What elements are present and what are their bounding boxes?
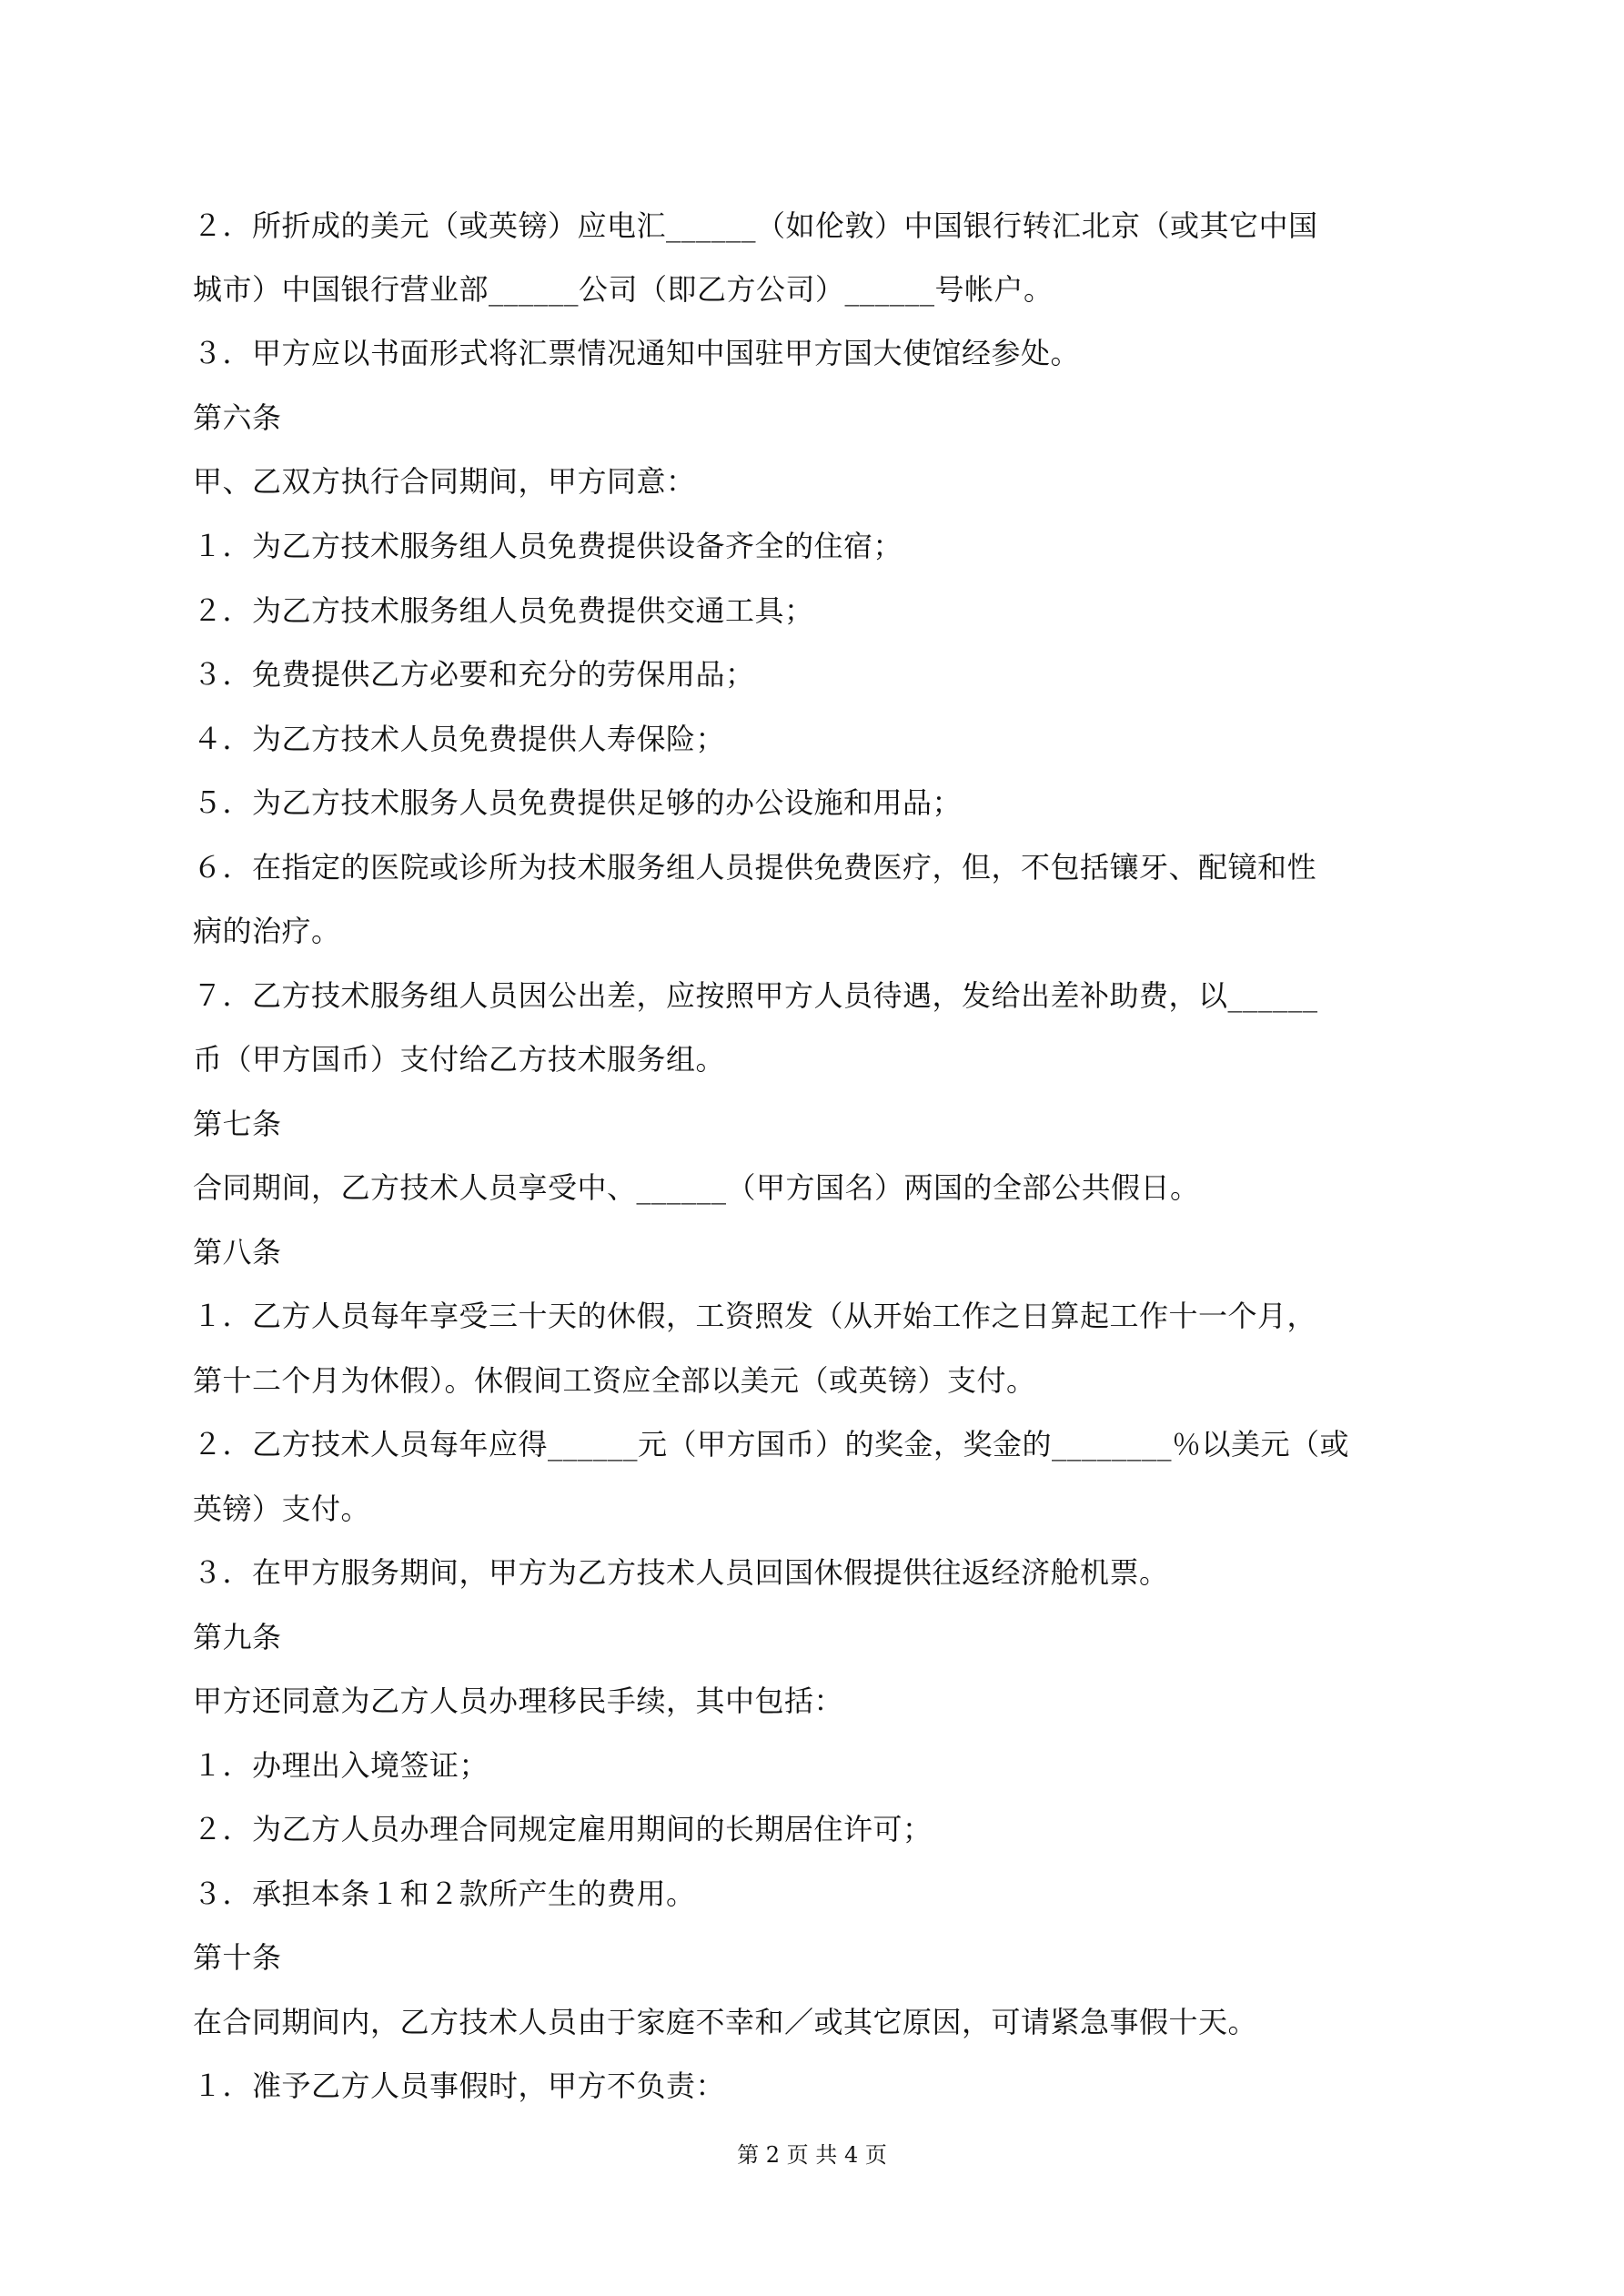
- text-line: 甲方还同意为乙方人员办理移民手续，其中包括：: [193, 1684, 844, 1718]
- text-line: １．准予乙方人员事假时，甲方不负责：: [193, 2068, 726, 2103]
- text-line: ６．在指定的医院或诊所为技术服务组人员提供免费医疗，但，不包括镶牙、配镜和性: [193, 850, 1317, 885]
- article-heading: 第十条: [193, 1940, 282, 1975]
- text-line: ２．为乙方技术服务组人员免费提供交通工具；: [193, 593, 814, 628]
- page-footer: 第 2 页 共 4 页: [737, 2142, 887, 2168]
- text-line: 合同期间，乙方技术人员享受中、______（甲方国名）两国的全部公共假日。: [193, 1170, 1200, 1205]
- text-line: 第十二个月为休假）。休假间工资应全部以美元（或英镑）支付。: [193, 1363, 1036, 1398]
- text-line: ４．为乙方技术人员免费提供人寿保险；: [193, 722, 726, 756]
- text-line: ３．甲方应以书面形式将汇票情况通知中国驻甲方国大使馆经参处。: [193, 336, 1081, 370]
- text-line: 英镑）支付。: [193, 1492, 371, 1526]
- article-heading: 第六条: [193, 400, 282, 435]
- text-line: ２．为乙方人员办理合同规定雇用期间的长期居住许可；: [193, 1812, 933, 1846]
- text-line: 城市）中国银行营业部______公司（即乙方公司）______号帐户。: [193, 272, 1054, 307]
- text-line: ３．免费提供乙方必要和充分的劳保用品；: [193, 657, 755, 692]
- text-line: １．乙方人员每年享受三十天的休假，工资照发（从开始工作之日算起工作十一个月，: [193, 1299, 1317, 1333]
- text-line: １．为乙方技术服务组人员免费提供设备齐全的住宿；: [193, 529, 903, 563]
- article-heading: 第七条: [193, 1107, 282, 1141]
- text-line: 病的治疗。: [193, 914, 341, 948]
- text-line: ３．在甲方服务期间，甲方为乙方技术人员回国休假提供往返经济舱机票。: [193, 1555, 1169, 1590]
- article-heading: 第八条: [193, 1235, 282, 1269]
- text-line: ３．承担本条１和２款所产生的费用。: [193, 1876, 696, 1911]
- text-line: 甲、乙双方执行合同期间，甲方同意：: [193, 464, 696, 499]
- text-line: 币（甲方国币）支付给乙方技术服务组。: [193, 1042, 726, 1077]
- text-line: ５．为乙方技术服务人员免费提供足够的办公设施和用品；: [193, 785, 963, 820]
- text-line: ７．乙方技术服务组人员因公出差，应按照甲方人员待遇，发给出差补助费，以______: [193, 978, 1318, 1013]
- text-line: 在合同期间内，乙方技术人员由于家庭不幸和／或其它原因，可请紧急事假十天。: [193, 2005, 1258, 2039]
- text-line: ２．所折成的美元（或英镑）应电汇______（如伦敦）中国银行转汇北京（或其它中国: [193, 208, 1318, 243]
- text-line: ２．乙方技术人员每年应得______元（甲方国币）的奖金，奖金的________％以美元（或: [193, 1427, 1350, 1462]
- text-line: １．办理出入境签证；: [193, 1748, 489, 1783]
- article-heading: 第九条: [193, 1620, 282, 1654]
